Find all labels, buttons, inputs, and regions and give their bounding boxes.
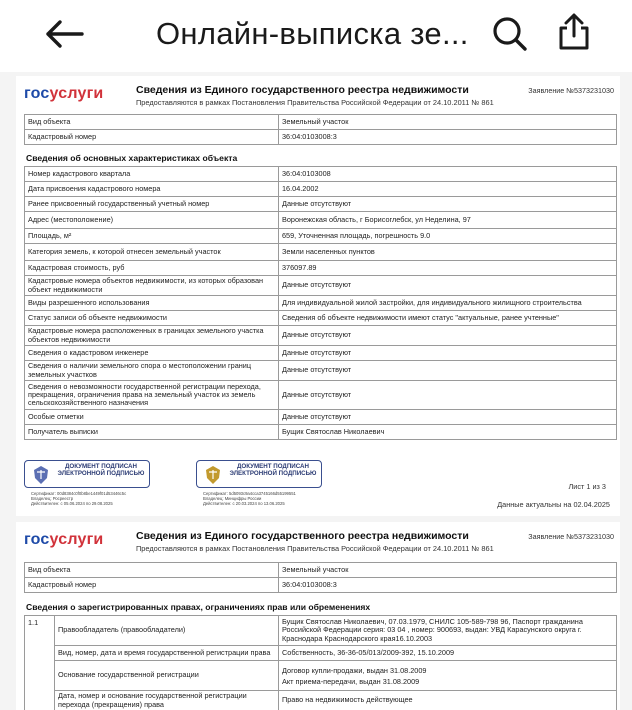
coat-of-arms-icon (202, 464, 224, 486)
row-label: Виды разрешенного использования (25, 296, 279, 311)
row-value: Для индивидуальной жилой застройки, для индивидуального жилищного строительства (279, 296, 617, 311)
table-row (25, 182, 617, 197)
document-subtitle: Предоставляются в рамках Постановления Правительства Российской Федерации от 24.10.2011 № 861 (136, 98, 494, 107)
statement-number: Заявление №5373231030 (528, 86, 614, 95)
row-value: 36:04:0103008:3 (279, 130, 617, 145)
table-row (25, 311, 617, 326)
row-value: Договор купли-продажи, выдан 31.08.2009 Акт приема-передачи, выдан 31.08.2009 (279, 661, 617, 691)
row-label: Основание государственной регистрации (55, 661, 279, 691)
rights-number: 1.1 (25, 616, 55, 710)
row-label: Вид, номер, дата и время государственной регистрации права (55, 646, 279, 661)
row-value: 36:04:0103008 (279, 167, 617, 182)
table-row (25, 326, 617, 346)
table-row (25, 691, 617, 710)
row-value: Данные отсутствуют (279, 326, 617, 346)
table-row (25, 167, 617, 182)
statement-number: Заявление №5373231030 (528, 532, 614, 541)
row-label: Получатель выписки (25, 425, 279, 440)
row-label: Сведения о кадастровом инженере (25, 346, 279, 361)
stamp-meta: Сертификат: 5d5093c9a4cca3745166d55199551 Владелец: Минцифры России Действителен: с 20.03.2024 по 13.06.2025 (203, 491, 296, 506)
row-value: 659, Уточненная площадь, погрешность 9.0 (279, 229, 617, 244)
row-label: Дата присвоения кадастрового номера (25, 182, 279, 197)
table-row (25, 381, 617, 410)
characteristics-table (24, 166, 617, 440)
row-value: Данные отсутствуют (279, 197, 617, 212)
row-value: Право на недвижимость действующее (279, 691, 617, 710)
search-icon (490, 14, 530, 54)
data-actual-date: Данные актуальны на 02.04.2025 (497, 500, 610, 509)
stamp-meta: Сертификат: 00d8384c0f0b8be1449f01d53446c5c Владелец: Росреестр Действителен: с 05.06.2024 по 29.08.2025 (31, 491, 127, 506)
document-viewer[interactable] (0, 72, 632, 710)
row-label: Статус записи об объекте недвижимости (25, 311, 279, 326)
app-bar (0, 0, 632, 70)
row-label: Вид объекта (25, 115, 279, 130)
table-row (25, 563, 617, 578)
row-label: Адрес (местоположение) (25, 212, 279, 229)
object-table (24, 114, 617, 145)
gosuslugi-logo: госуслуги (24, 531, 104, 548)
coat-of-arms-icon (30, 464, 52, 486)
row-label: Особые отметки (25, 410, 279, 425)
row-value: Воронежская область, г Борисоглебск, ул Неделина, 97 (279, 212, 617, 229)
table-row (25, 296, 617, 311)
search-button[interactable] (490, 14, 530, 54)
document-title: Сведения из Единого государственного реестра недвижимости (136, 530, 469, 542)
row-value: Данные отсутствуют (279, 346, 617, 361)
row-value: Данные отсутствуют (279, 381, 617, 410)
row-label: Сведения о наличии земельного спора о местоположении границ земельных участков (25, 361, 279, 381)
row-value: Данные отсутствуют (279, 361, 617, 381)
table-row (25, 197, 617, 212)
table-row (25, 578, 617, 593)
row-value: 16.04.2002 (279, 182, 617, 197)
table-row (25, 361, 617, 381)
document-subtitle: Предоставляются в рамках Постановления Правительства Российской Федерации от 24.10.2011 № 861 (136, 544, 494, 553)
row-label: Кадастровые номера объектов недвижимости, из которых образован объект недвижимости (25, 276, 279, 296)
table-row (25, 410, 617, 425)
row-value: Собственность, 36-36-05/013/2009-392, 15.10.2009 (279, 646, 617, 661)
row-label: Площадь, м² (25, 229, 279, 244)
document-title: Сведения из Единого государственного реестра недвижимости (136, 84, 469, 96)
row-label: Категория земель, к которой отнесен земельный участок (25, 244, 279, 261)
section-title: Сведения об основных характеристиках объекта (26, 153, 238, 163)
row-value: Сведения об объекте недвижимости имеют статус "актуальные, ранее учтенные" (279, 311, 617, 326)
e-signature-stamp (196, 460, 322, 506)
table-row (25, 229, 617, 244)
row-value: Земли населенных пунктов (279, 244, 617, 261)
row-label: Кадастровый номер (25, 130, 279, 145)
row-label: Правообладатель (правообладатели) (55, 616, 279, 646)
table-row (25, 276, 617, 296)
e-signature-stamp (24, 460, 150, 506)
table-row (25, 646, 617, 661)
table-row (25, 346, 617, 361)
row-label: Кадастровые номера расположенных в границах земельного участка объектов недвижимости (25, 326, 279, 346)
gosuslugi-logo: госуслуги (24, 85, 104, 102)
table-row (25, 616, 617, 646)
table-row (25, 115, 617, 130)
stamp-title: ДОКУМЕНТ ПОДПИСАН ЭЛЕКТРОННОЙ ПОДПИСЬЮ (229, 463, 317, 477)
document-page-2 (16, 522, 620, 710)
row-value: 376097.89 (279, 261, 617, 276)
share-button[interactable] (556, 12, 592, 52)
document-page-1 (16, 76, 620, 516)
share-icon (556, 12, 592, 52)
row-value: Бущик Святослав Николаевич, 07.03.1979, СНИЛС 105-589-798 96, Паспорт гражданина Российской Федерации серия: 03 04 , номер: 900693, выдан: УВД Карасунского округа г. Краснодара Краснодарского края16.10.2003 (279, 616, 617, 646)
row-label: Сведения о невозможности государственной регистрации перехода, прекращения, ограничения права на земельный участок из земель сельскохозяйственного назначения (25, 381, 279, 410)
row-value: 36:04:0103008:3 (279, 578, 617, 593)
row-value: Земельный участок (279, 563, 617, 578)
table-row (25, 425, 617, 440)
row-value: Земельный участок (279, 115, 617, 130)
page-title: Онлайн-выписка зе... (156, 16, 469, 51)
table-row (25, 261, 617, 276)
arrow-left-icon (40, 14, 90, 54)
table-row (25, 212, 617, 229)
table-row (25, 661, 617, 691)
row-label: Номер кадастрового квартала (25, 167, 279, 182)
row-label: Кадастровая стоимость, руб (25, 261, 279, 276)
table-row (25, 244, 617, 261)
table-row (25, 130, 617, 145)
back-button[interactable] (40, 14, 90, 54)
stamp-title: ДОКУМЕНТ ПОДПИСАН ЭЛЕКТРОННОЙ ПОДПИСЬЮ (57, 463, 145, 477)
row-value: Данные отсутствуют (279, 410, 617, 425)
section-title: Сведения о зарегистрированных правах, ограничениях прав или обременениях (26, 602, 371, 612)
row-label: Ранее присвоенный государственный учетный номер (25, 197, 279, 212)
row-label: Дата, номер и основание государственной регистрации перехода (прекращения) права (55, 691, 279, 710)
rights-table (24, 615, 617, 710)
object-table (24, 562, 617, 593)
row-value: Данные отсутствуют (279, 276, 617, 296)
sheet-number: Лист 1 из 3 (568, 482, 606, 491)
row-value: Бущик Святослав Николаевич (279, 425, 617, 440)
row-label: Вид объекта (25, 563, 279, 578)
row-label: Кадастровый номер (25, 578, 279, 593)
